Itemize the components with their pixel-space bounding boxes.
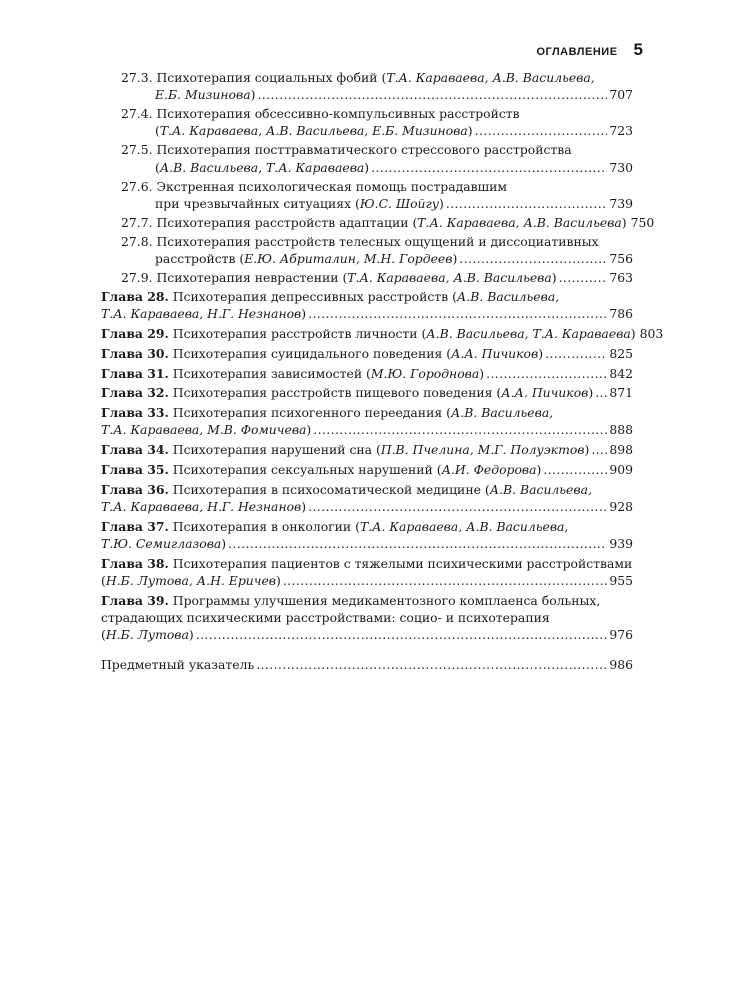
chapter-page: 976 <box>609 627 633 643</box>
leader-dots <box>545 345 607 362</box>
chapter-authors-cont: Т.А. Караваева, Н.Г. Незнанов <box>101 499 302 514</box>
chapter-title: Программы улучшения медикаментозного комплаенса больных, <box>172 592 601 608</box>
chapter-title: Психотерапия депрессивных расстройств <box>172 289 449 305</box>
chapter-authors: М.Ю. Городнова <box>370 365 480 381</box>
chapter-label: Глава 39. <box>101 592 169 608</box>
leader-dots <box>591 441 607 458</box>
chapter-title: Психотерапия суицидального поведения <box>172 345 443 361</box>
chapter-authors: А.И. Федорова <box>441 462 537 477</box>
entry-authors: Т.А. Караваева, А.В. Васильева <box>417 214 622 230</box>
chapter-title: Психотерапия расстройств пищевого поведения <box>172 385 493 401</box>
entry-title: Экстренная психологическая помощь пострадавшим <box>156 178 508 194</box>
chapter-authors-cont: Т.А. Караваева, Н.Г. Незнанов <box>101 306 302 322</box>
chapter-label: Глава 32. <box>101 385 169 401</box>
index-title: Предметный указатель <box>101 657 255 673</box>
entry-authors: А.В. Васильева, Т.А. Караваева <box>159 159 365 175</box>
chapter-authors: Н.Б. Лутова, А.Н. Еричев <box>105 573 276 588</box>
chapter-page: 871 <box>609 385 633 401</box>
entry-number: 27.5. <box>121 142 153 158</box>
chapter-label: Глава 35. <box>101 462 169 477</box>
leader-dots <box>371 159 607 176</box>
toc-chapter-38[interactable]: Глава 38. Психотерапия пациентов с тяжелыми психическими расстройствами ( Н.Б. Лутова, А.Н. Еричев ) ..... 955 <box>101 555 633 589</box>
leader-dots <box>308 498 607 515</box>
chapter-label: Глава 38. <box>101 555 169 571</box>
leader-dots <box>475 122 608 139</box>
leader-dots <box>308 305 607 322</box>
chapter-page: 909 <box>609 462 633 477</box>
chapter-authors-cont: Т.Ю. Семиглазова <box>101 536 222 551</box>
chapter-page: 825 <box>609 345 633 361</box>
toc-subject-index[interactable] <box>101 656 633 673</box>
toc-entry-27-5[interactable]: 27.5. Психотерапия посттравматического стрессового расстройства ( А.В. Васильева, Т.А. Караваева ) ..... 730 <box>121 141 633 175</box>
entry-number: 27.9. <box>121 270 153 286</box>
toc-chapter-30[interactable]: Глава 30. Психотерапия суицидального поведения ( А.А. Пичиков ) ..... 825 <box>101 345 633 362</box>
chapter-title-cont: страдающих психическими расстройствами: социо- и психотерапия <box>101 610 550 625</box>
leader-dots <box>228 535 607 552</box>
chapter-label: Глава 33. <box>101 405 169 421</box>
chapter-authors: Н.Б. Лутова <box>105 627 189 643</box>
chapter-authors: А.В. Васильева, Т.А. Караваева <box>426 326 631 342</box>
entry-title-cont: расстройств <box>155 251 236 267</box>
toc-entry-27-7[interactable]: 27.7. Психотерапия расстройств адаптации ( Т.А. Караваева, А.В. Васильева ) 750 <box>121 214 655 230</box>
chapter-label: Глава 34. <box>101 442 169 458</box>
entry-number: 27.4. <box>121 106 153 122</box>
entry-title: Психотерапия неврастении <box>156 270 339 286</box>
leader-dots <box>283 572 608 589</box>
chapter-page: 842 <box>609 365 633 381</box>
entry-page: 707 <box>609 87 633 103</box>
entry-title: Психотерапия расстройств телесных ощущений и диссоциативных <box>156 233 599 249</box>
entry-page: 739 <box>609 195 633 211</box>
chapter-label: Глава 28. <box>101 289 169 305</box>
entry-title: Психотерапия посттравматического стрессового расстройства <box>156 142 572 158</box>
chapter-authors-cont: Т.А. Караваева, М.В. Фомичева <box>101 422 307 438</box>
chapter-page: 803 <box>639 326 664 342</box>
leader-dots <box>543 461 607 478</box>
leader-dots <box>313 421 607 438</box>
entry-page: 723 <box>609 123 633 139</box>
chapter-title: Психотерапия расстройств личности <box>172 326 418 342</box>
entry-page: 750 <box>630 214 655 230</box>
entry-authors: Т.А. Караваева, А.В. Васильева, <box>386 70 595 85</box>
entry-title-cont: при чрезвычайных ситуациях <box>155 195 352 211</box>
entry-number: 27.8. <box>121 233 153 249</box>
chapter-label: Глава 31. <box>101 365 169 381</box>
chapter-authors: А.А. Пичиков <box>451 345 539 361</box>
toc-entry-27-9[interactable]: 27.9. Психотерапия неврастении ( Т.А. Караваева, А.В. Васильева ) ..... 763 <box>121 269 633 286</box>
toc-chapter-32[interactable]: Глава 32. Психотерапия расстройств пищевого поведения ( А.А. Пичиков ) ..... 871 <box>101 384 633 401</box>
chapter-page: 786 <box>609 306 633 322</box>
leader-dots <box>559 269 608 286</box>
toc-entry-27-6[interactable]: 27.6. Экстренная психологическая помощь пострадавшим при чрезвычайных ситуациях ( Ю.С. Шойгу ) ..... 739 <box>121 178 633 212</box>
entry-title: Психотерапия обсессивно-компульсивных расстройств <box>156 106 520 122</box>
toc-chapter-35[interactable]: Глава 35. Психотерапия сексуальных нарушений ( А.И. Федорова ) ..... 909 <box>101 461 633 478</box>
entry-page: 730 <box>609 159 633 175</box>
entry-authors: Т.А. Караваева, А.В. Васильева, Е.Б. Мизинова <box>159 123 468 139</box>
entry-authors: Т.А. Караваева, А.В. Васильева <box>347 270 552 286</box>
chapter-authors: А.В. Васильева, <box>489 481 592 497</box>
toc-chapter-29[interactable]: Глава 29. Психотерапия расстройств личности ( А.В. Васильева, Т.А. Караваева ) 803 <box>101 326 664 342</box>
chapter-label: Глава 29. <box>101 326 169 342</box>
entry-number: 27.6. <box>121 178 153 194</box>
entry-page: 763 <box>609 270 633 286</box>
running-header <box>536 40 643 60</box>
index-page: 986 <box>609 657 633 673</box>
header-page-number: 5 <box>633 40 643 59</box>
entry-page: 756 <box>609 251 633 267</box>
chapter-authors: П.В. Пчелина, М.Г. Полуэктов <box>380 442 585 458</box>
toc-entry-27-3[interactable]: 27.3. Психотерапия социальных фобий ( Т.А. Караваева, А.В. Васильева, Е.Б. Мизинова ) ..... 707 <box>121 69 633 103</box>
toc-chapter-36[interactable]: Глава 36. Психотерапия в психосоматической медицине ( А.В. Васильева, Т.А. Караваева, Н.Г. Незнанов ) ..... 928 <box>101 481 633 515</box>
toc-entry-27-4[interactable]: 27.4. Психотерапия обсессивно-компульсивных расстройств ( Т.А. Караваева, А.В. Васильева, Е.Б. Мизинова ) ..... 723 <box>121 105 633 139</box>
chapter-title: Психотерапия зависимостей <box>172 365 363 381</box>
leader-dots <box>257 86 607 103</box>
chapter-label: Глава 36. <box>101 481 169 497</box>
toc-chapter-28[interactable]: Глава 28. Психотерапия депрессивных расстройств ( А.В. Васильева, Т.А. Караваева, Н.Г. Незнанов ) ..... 786 <box>101 288 633 322</box>
toc-chapter-33[interactable]: Глава 33. Психотерапия психогенного переедания ( А.В. Васильева, Т.А. Караваева, М.В. Фомичева ) ..... 888 <box>101 404 633 438</box>
toc-chapter-39[interactable]: Глава 39. Программы улучшения медикаментозного комплаенса больных, страдающих психическими расстройствами: социо- и психотерапия ( Н.Б. Лутова ) ..... 976 <box>101 592 633 644</box>
leader-dots <box>256 656 607 673</box>
chapter-label: Глава 30. <box>101 345 169 361</box>
chapter-page: 939 <box>609 536 633 551</box>
chapter-title: Психотерапия в онкологии <box>172 518 352 534</box>
entry-title: Психотерапия расстройств адаптации <box>156 214 409 230</box>
leader-dots <box>196 626 608 643</box>
entry-number: 27.3. <box>121 70 153 85</box>
chapter-title: Психотерапия пациентов с тяжелыми психическими расстройствами <box>172 555 633 571</box>
chapter-authors: А.В. Васильева, <box>456 289 560 305</box>
entry-title: Психотерапия социальных фобий <box>156 70 378 85</box>
chapter-page: 898 <box>609 442 633 458</box>
leader-dots <box>595 384 607 401</box>
chapter-page: 928 <box>609 499 633 514</box>
entry-authors-cont: Е.Б. Мизинова <box>155 87 251 103</box>
chapter-authors: А.В. Васильева, <box>450 405 554 421</box>
leader-dots <box>446 195 608 212</box>
chapter-authors: Т.А. Караваева, А.В. Васильева, <box>359 518 569 534</box>
chapter-page: 955 <box>609 573 633 588</box>
entry-number: 27.7. <box>121 214 153 230</box>
chapter-label: Глава 37. <box>101 518 169 534</box>
table-of-contents <box>0 69 750 676</box>
leader-dots <box>486 365 607 382</box>
toc-chapter-37[interactable]: Глава 37. Психотерапия в онкологии ( Т.А. Караваева, А.В. Васильева, Т.Ю. Семиглазова ) ..... 939 <box>101 518 633 552</box>
chapter-page: 888 <box>609 422 633 438</box>
toc-chapter-34[interactable]: Глава 34. Психотерапия нарушений сна ( П.В. Пчелина, М.Г. Полуэктов ) ..... 898 <box>101 441 633 458</box>
toc-entry-27-8[interactable]: 27.8. Психотерапия расстройств телесных ощущений и диссоциативных расстройств ( Е.Ю. Абриталин, М.Н. Гордеев ) ..... 756 <box>121 233 633 267</box>
leader-dots <box>459 250 607 267</box>
chapter-authors: А.А. Пичиков <box>501 385 589 401</box>
chapter-title: Психотерапия в психосоматической медицине <box>172 481 481 497</box>
header-label: ОГЛАВЛЕНИЕ <box>536 46 618 58</box>
entry-authors: Е.Ю. Абриталин, М.Н. Гордеев <box>244 251 453 267</box>
chapter-title: Психотерапия сексуальных нарушений <box>172 462 433 477</box>
entry-authors: Ю.С. Шойгу <box>359 195 439 211</box>
toc-chapter-31[interactable]: Глава 31. Психотерапия зависимостей ( М.Ю. Городнова ) ..... 842 <box>101 365 633 382</box>
chapter-title: Психотерапия нарушений сна <box>172 442 373 458</box>
chapter-title: Психотерапия психогенного переедания <box>172 405 443 421</box>
